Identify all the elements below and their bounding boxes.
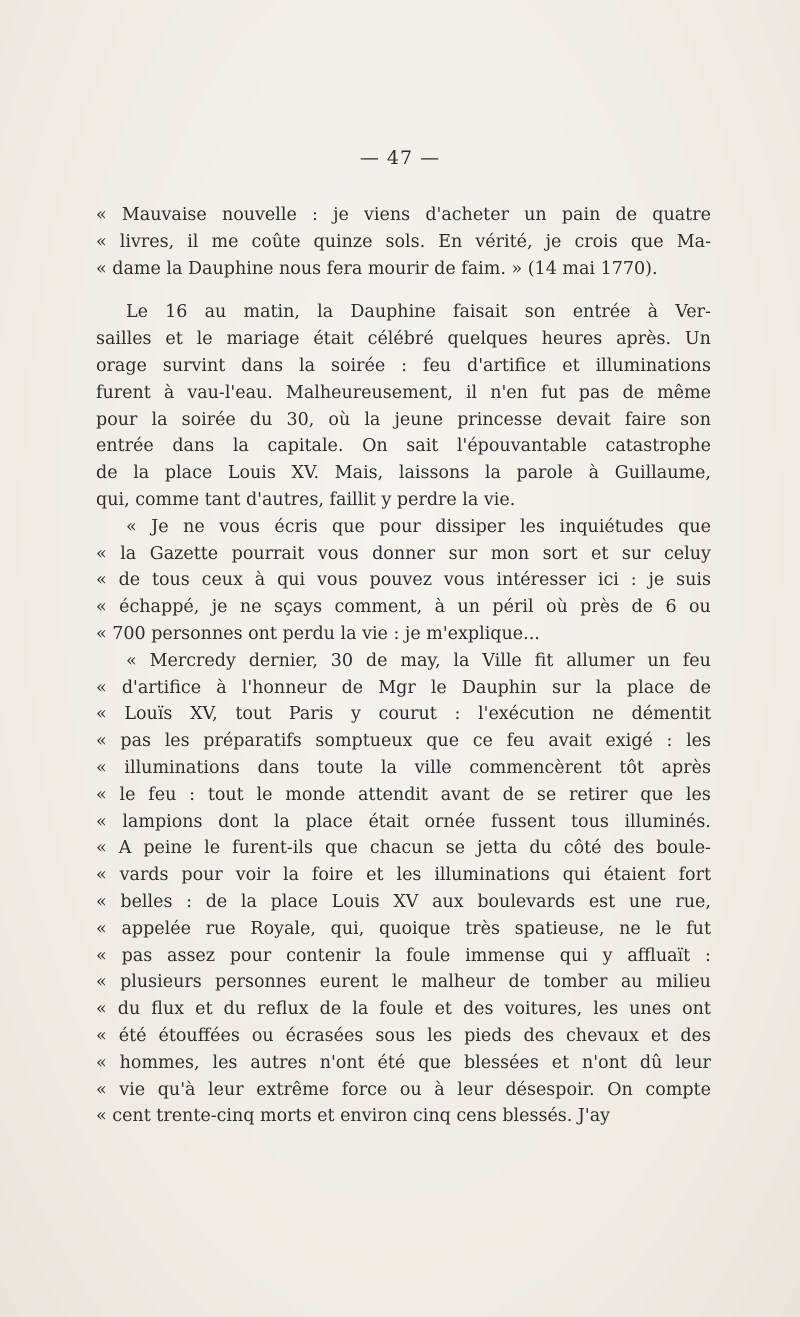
- text-line: qui, comme tant d'autres, faillit y perdre la vie.: [96, 489, 516, 510]
- text-line: « lampions dont la place était ornée fussent tous illuminés.: [96, 811, 711, 832]
- text-line: « échappé, je ne sçays comment, à un péril où près de 6 ou: [96, 597, 711, 618]
- text-line: « hommes, les autres n'ont été que blessées et n'ont dû leur: [96, 1052, 711, 1073]
- text-line: « vards pour voir la foire et les illuminations qui étaient fort: [96, 865, 711, 886]
- paragraph-gap: [96, 282, 711, 299]
- text-line: « pas les préparatifs somptueux que ce feu avait exigé : les: [96, 731, 711, 752]
- text-line: « Mauvaise nouvelle : je viens d'acheter un pain de quatre: [96, 205, 711, 225]
- text-line: « Je ne vous écris que pour dissiper les inquiétudes que: [126, 516, 711, 537]
- text-line: furent à vau-l'eau. Malheureusement, il n'en fut pas de même: [96, 382, 711, 403]
- text-line: pour la soirée du 30, où la jeune princesse devait faire son: [96, 409, 711, 430]
- paragraph: [96, 648, 711, 1130]
- text-line: « été étouffées ou écrasées sous les pieds des chevaux et des: [96, 1025, 711, 1046]
- text-line: orage survint dans la soirée : feu d'artifice et illuminations: [96, 355, 711, 376]
- text-line: « appelée rue Royale, qui, quoique très spatieuse, ne le fut: [96, 918, 711, 939]
- text-line: « du flux et du reflux de la foule et des voitures, les unes ont: [96, 999, 711, 1020]
- text-line: « de tous ceux à qui vous pouvez vous intéresser ici : je suis: [96, 570, 711, 591]
- text-line: Le 16 au matin, la Dauphine faisait son entrée à Ver-: [126, 302, 711, 323]
- text-line: « cent trente-cinq morts et environ cinq cens blessés. J'ay: [96, 1106, 611, 1127]
- paragraph: [96, 514, 711, 648]
- text-line: entrée dans la capitale. On sait l'épouvantable catastrophe: [96, 436, 711, 457]
- text-line: « pas assez pour contenir la foule immense qui y affluaït :: [96, 945, 711, 966]
- text-line: sailles et le mariage était célébré quelques heures après. Un: [96, 329, 711, 350]
- page-number: — 47 —: [359, 147, 441, 169]
- text-line: « A peine le furent-ils que chacun se jetta du côté des boule-: [96, 838, 711, 859]
- text-line: « plusieurs personnes eurent le malheur de tomber au milieu: [96, 972, 711, 993]
- text-line: « illuminations dans toute la ville commencèrent tôt après: [96, 757, 711, 778]
- text-line: « 700 personnes ont perdu la vie : je m'explique...: [96, 623, 540, 644]
- text-line: « vie qu'à leur extrême force ou à leur désespoir. On compte: [96, 1079, 711, 1100]
- text-line: « le feu : tout le monde attendit avant de se retirer que les: [96, 784, 711, 805]
- paragraph: [96, 299, 711, 513]
- text-line: « Mercredy dernier, 30 de may, la Ville fit allumer un feu: [126, 650, 711, 671]
- text-line: de la place Louis XV. Mais, laissons la parole à Guillaume,: [96, 463, 711, 484]
- text-line: « livres, il me coûte quinze sols. En vérité, je crois que Ma-: [96, 231, 711, 252]
- text-line: « dame la Dauphine nous fera mourir de faim. » (14 mai 1770).: [96, 258, 658, 279]
- text-line: « Louïs XV, tout Paris y courut : l'exécution ne démentit: [96, 704, 711, 725]
- text-line: « belles : de la place Louis XV aux boulevards est une rue,: [96, 891, 711, 912]
- text-line: « la Gazette pourrait vous donner sur mon sort et sur celuy: [96, 543, 711, 564]
- paragraph: [96, 202, 711, 282]
- text-line: « d'artifice à l'honneur de Mgr le Dauphin sur la place de: [96, 677, 711, 698]
- body-text: [96, 202, 711, 1130]
